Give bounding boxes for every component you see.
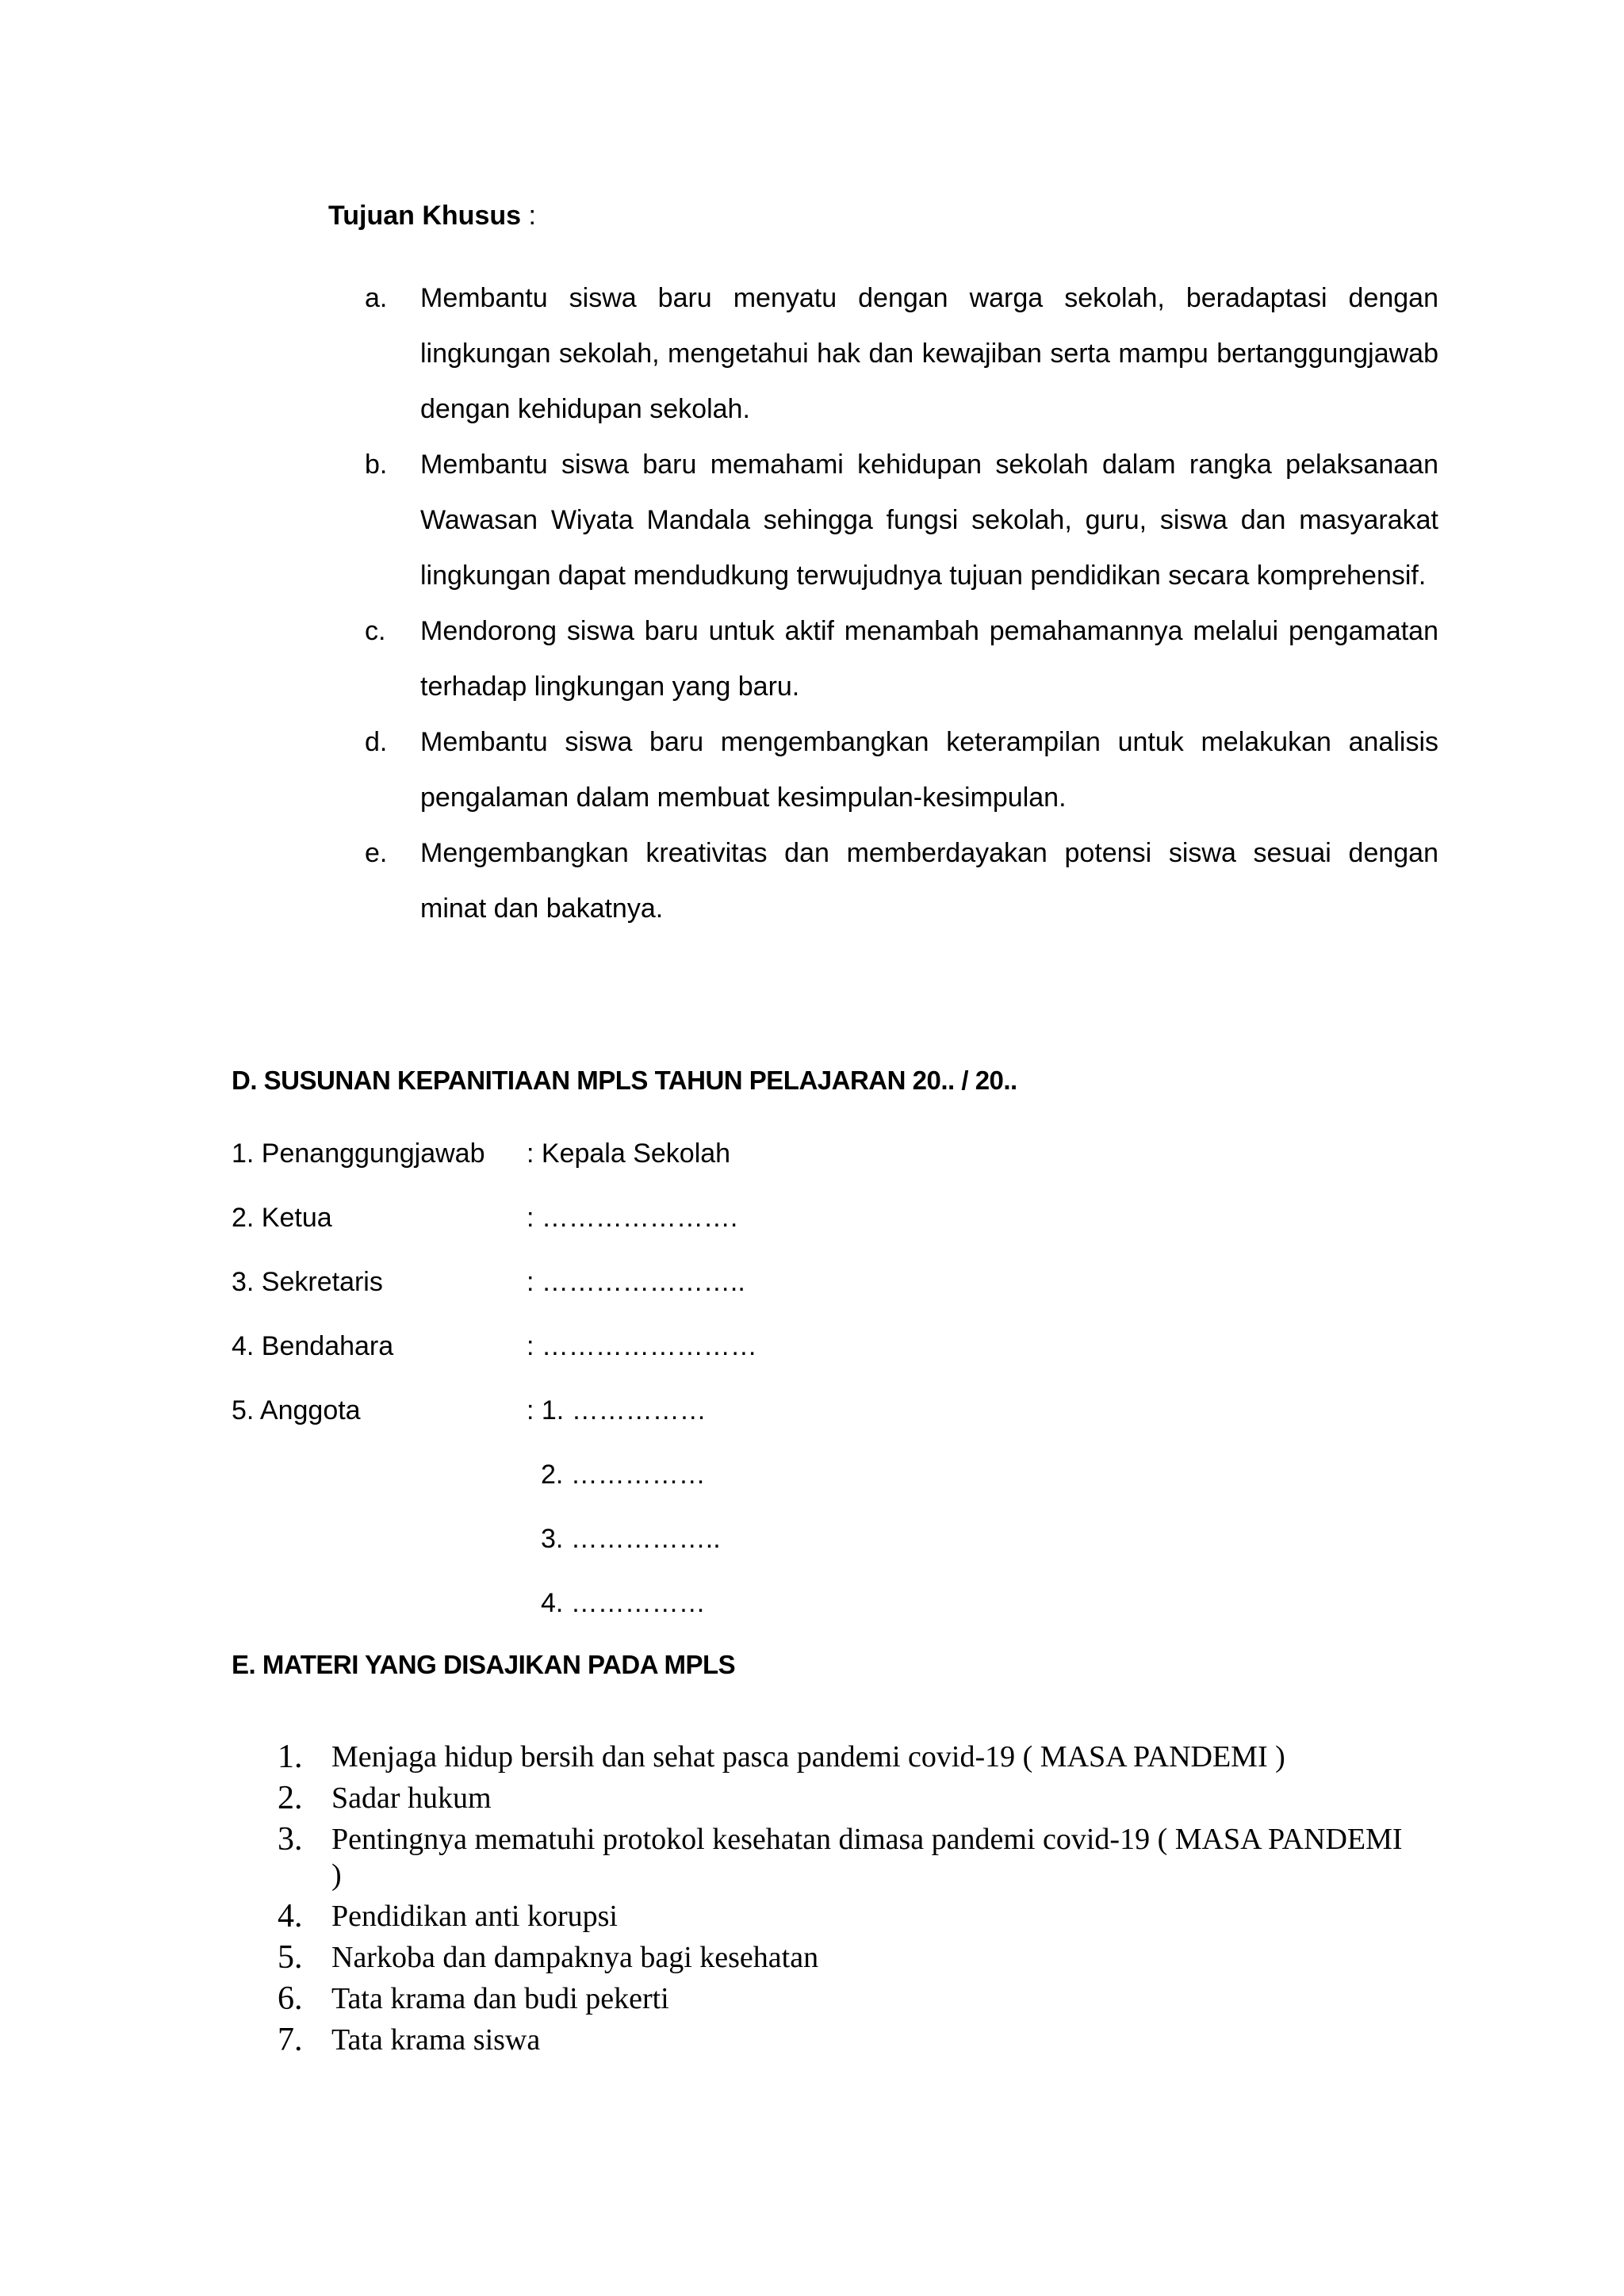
materi-item (278, 2022, 1404, 2058)
committee-role: 3. Sekretaris (232, 1267, 383, 1297)
tujuan-khusus-title: Tujuan Khusus (328, 201, 522, 231)
tujuan-item-letter: b. (365, 450, 388, 480)
anggota-line: 3. …………….. (541, 1524, 721, 1554)
materi-number: 5. (278, 1939, 303, 1976)
tujuan-item-letter: d. (365, 727, 388, 757)
materi-item (278, 1739, 1404, 1775)
tujuan-item-c (365, 603, 1438, 714)
anggota-line: 4. …………… (541, 1588, 706, 1618)
tujuan-item-letter: e. (365, 838, 388, 868)
committee-role: 2. Ketua (232, 1203, 332, 1233)
materi-item (278, 1781, 1404, 1816)
materi-list (278, 1739, 1404, 2064)
tujuan-item-e (365, 825, 1438, 936)
materi-text: Tata krama dan budi pekerti (331, 1982, 669, 2015)
tujuan-khusus-list (365, 270, 1438, 936)
committee-role: 1. Penanggungjawab (232, 1138, 485, 1169)
tujuan-item-letter: a. (365, 283, 388, 313)
materi-text: Tata krama siswa (331, 2023, 541, 2057)
tujuan-item-text: Mengembangkan kreativitas dan memberdayakan potensi siswa sesuai dengan minat dan bakatnya. (420, 838, 1438, 924)
materi-number: 3. (278, 1821, 303, 1858)
materi-item (278, 1822, 1404, 1893)
materi-item (278, 1899, 1404, 1934)
tujuan-item-a (365, 270, 1438, 437)
materi-text: Sadar hukum (331, 1781, 492, 1815)
materi-item (278, 1981, 1404, 2017)
committee-value: : ………………….. (527, 1267, 745, 1297)
tujuan-item-b (365, 437, 1438, 603)
committee-value: : …………………… (527, 1331, 757, 1361)
materi-number: 6. (278, 1980, 303, 2017)
tujuan-khusus-colon: : (521, 201, 536, 231)
materi-text: Pendidikan anti korupsi (331, 1900, 618, 1933)
tujuan-item-text: Membantu siswa baru mengembangkan keterampilan untuk melakukan analisis pengalaman dalam membuat kesimpulan-kesimpulan. (420, 727, 1438, 813)
tujuan-item-text: Membantu siswa baru menyatu dengan warga sekolah, beradaptasi dengan lingkungan sekolah, mengetahui hak dan kewajiban serta mampu bertanggungjawab dengan kehidupan sekolah. (420, 283, 1438, 424)
section-d-heading: D. SUSUNAN KEPANITIAAN MPLS TAHUN PELAJARAN 20.. / 20.. (232, 1066, 1017, 1095)
section-e-heading: E. MATERI YANG DISAJIKAN PADA MPLS (232, 1650, 736, 1679)
materi-item (278, 1940, 1404, 1976)
anggota-line: 2. …………… (541, 1460, 706, 1490)
committee-role: 5. Anggota (232, 1395, 361, 1425)
tujuan-item-letter: c. (365, 616, 386, 646)
materi-text: Narkoba dan dampaknya bagi kesehatan (331, 1941, 819, 1974)
committee-value: : Kepala Sekolah (527, 1138, 731, 1169)
materi-text: Menjaga hidup bersih dan sehat pasca pandemi covid-19 ( MASA PANDEMI ) (331, 1740, 1285, 1774)
committee-role: 4. Bendahara (232, 1331, 394, 1361)
tujuan-item-text: Mendorong siswa baru untuk aktif menambah pemahamannya melalui pengamatan terhadap lingkungan yang baru. (420, 616, 1438, 702)
committee-value: : …………………. (527, 1203, 738, 1233)
committee-value: : 1. …………… (527, 1395, 707, 1425)
materi-number: 1. (278, 1739, 303, 1775)
materi-text: Pentingnya mematuhi protokol kesehatan dimasa pandemi covid-19 ( MASA PANDEMI ) (331, 1823, 1403, 1892)
materi-number: 4. (278, 1898, 303, 1934)
materi-number: 7. (278, 2022, 303, 2058)
tujuan-khusus-heading (328, 196, 536, 235)
tujuan-item-d (365, 714, 1438, 825)
materi-number: 2. (278, 1780, 303, 1816)
tujuan-item-text: Membantu siswa baru memahami kehidupan sekolah dalam rangka pelaksanaan Wawasan Wiyata Mandala sehingga fungsi sekolah, guru, siswa dan masyarakat lingkungan dapat mendudkung terwujudnya tujuan pendidikan secara komprehensif. (420, 450, 1438, 591)
